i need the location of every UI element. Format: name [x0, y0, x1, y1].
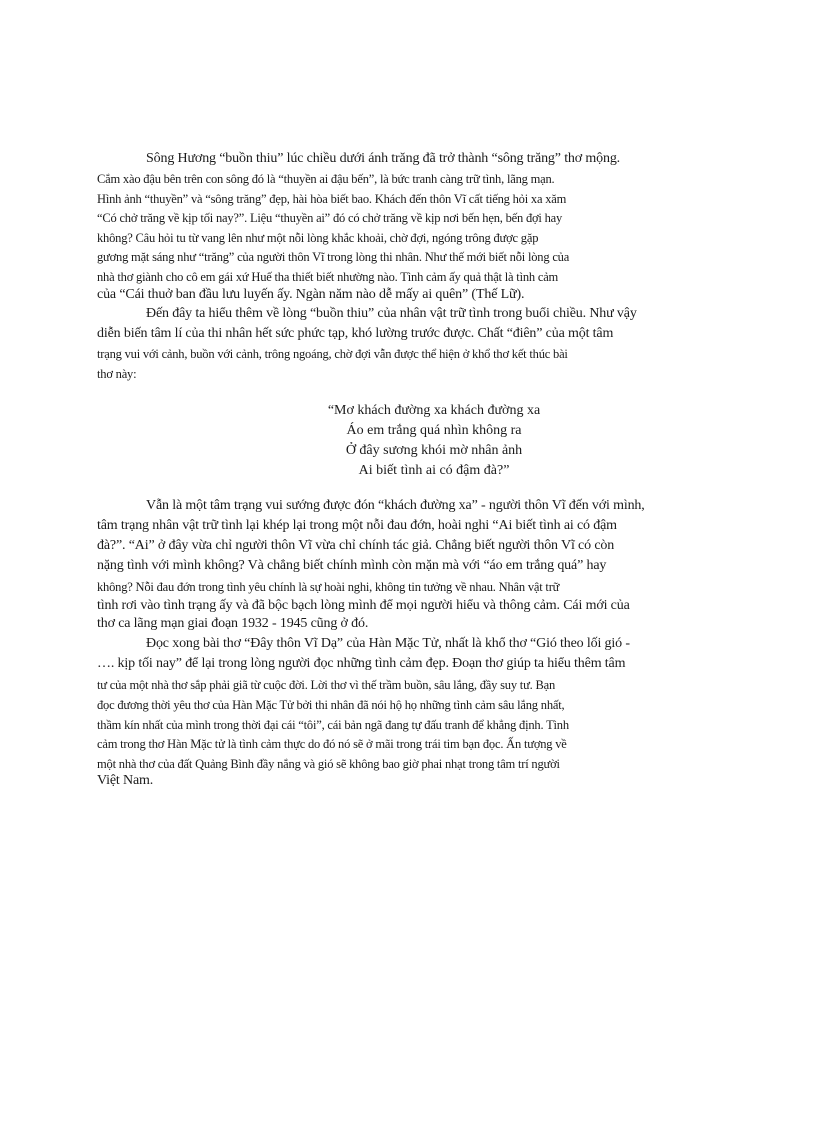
paragraph-line: một nhà thơ của đất Quảng Bình đầy nắng và gió sẽ không bao giờ phai nhạt trong tâm trí người: [97, 757, 560, 771]
paragraph-line: diễn biến tâm lí của thi nhân hết sức phức tạp, khó lường trước được. Chất “điên” của một tâm: [97, 326, 614, 341]
paragraph-line: Đọc xong bài thơ “Đây thôn Vĩ Dạ” của Hàn Mặc Tử, nhất là khổ thơ “Gió theo lối gió -: [146, 636, 630, 651]
paragraph-line: của “Cái thuở ban đầu lưu luyến ấy. Ngàn năm nào dễ mấy ai quên” (Thế Lữ).: [97, 287, 525, 302]
paragraph-line: tình rơi vào tình trạng ấy và đã bộc bạch lòng mình để mọi người hiểu và thông cảm. Cái mới của: [97, 598, 630, 613]
poem-line: Áo em trắng quá nhìn không ra: [346, 423, 522, 438]
poem-line: Ở đây sương khói mờ nhân ảnh: [345, 443, 523, 458]
paragraph-line: thầm kín nhất của mình trong thời đại cái “tôi”, cái bản ngã đang tự đấu tranh để khẳng định. Tình: [97, 718, 569, 732]
paragraph-line: gương mặt sáng như “trăng” của người thôn Vĩ trong lòng thi nhân. Như thế mới biết nỗi lòng của: [97, 250, 570, 264]
poem-line: “Mơ khách đường xa khách đường xa: [327, 403, 541, 418]
paragraph-line: Cắm xào đậu bên trên con sông đó là “thuyền ai đậu bến”, là bức tranh càng trữ tình, lãng mạn.: [97, 172, 555, 186]
paragraph-line: nặng tình với mình không? Và chẳng biết chính mình còn mặn mà với “áo em trắng quá” hay: [97, 558, 607, 573]
paragraph-line: nhà thơ giành cho cô em gái xứ Huế tha thiết biết nhường nào. Tình cảm ấy quả thật là tình cảm: [97, 270, 559, 284]
paragraph-line: không? Câu hỏi tu từ vang lên như một nỗi lòng khắc khoải, chờ đợi, ngóng trông được gặp: [97, 231, 539, 245]
paragraph-line: đà?”. “Ai” ở đây vừa chỉ người thôn Vĩ vừa chỉ chính tác giả. Chẳng biết người thôn Vĩ có còn: [97, 538, 615, 553]
paragraph-line: trạng vui với cảnh, buồn với cảnh, trông ngoáng, chờ đợi vẫn được thể hiện ở khổ thơ kết thúc bài: [97, 347, 568, 361]
paragraph-line: thơ này:: [97, 367, 137, 381]
paragraph-line: …. kịp tối nay” để lại trong lòng người đọc những tình cảm đẹp. Đoạn thơ giúp ta hiểu thêm tâm: [97, 656, 626, 671]
paragraph-line: tư của một nhà thơ sắp phải giã từ cuộc đời. Lời thơ vì thế trầm buồn, sâu lắng, đầy suy tư. Bạn: [97, 678, 556, 692]
poem-line: Ai biết tình ai có đậm đà?”: [358, 463, 510, 478]
paragraph-line: tâm trạng nhân vật trữ tình lại khép lại trong một nỗi đau đớn, hoài nghi “Ai biết tình ai có đậm: [97, 518, 617, 533]
paragraph-line: Đến đây ta hiểu thêm về lòng “buồn thiu” của nhân vật trữ tình trong buổi chiều. Như vậy: [146, 306, 637, 321]
paragraph-line: Hình ảnh “thuyền” và “sông trăng” đẹp, hài hòa biết bao. Khách đến thôn Vĩ cất tiếng hỏi xa xăm: [97, 192, 567, 206]
paragraph-line: Sông Hương “buồn thiu” lúc chiều dưới ánh trăng đã trở thành “sông trăng” thơ mộng.: [146, 151, 621, 166]
paragraph-line: Vẫn là một tâm trạng vui sướng được đón “khách đường xa” - người thôn Vĩ đến với mình,: [146, 498, 645, 513]
paragraph-line: thơ ca lãng mạn giai đoạn 1932 - 1945 cũng ở đó.: [97, 616, 369, 631]
paragraph-line: không? Nỗi đau đớn trong tình yêu chính là sự hoài nghi, không tin tưởng về nhau. Nhân vật trữ: [97, 580, 560, 594]
paragraph-line: cảm trong thơ Hàn Mặc tử là tình cảm thực do đó nó sẽ ở mãi trong trái tim bạn đọc. Ấn tượng về: [97, 737, 567, 751]
paragraph-line: Việt Nam.: [97, 773, 154, 788]
paragraph-line: “Có chở trăng về kịp tối nay?”. Liệu “thuyền ai” đó có chở trăng về kịp nơi bến hẹn, bến đợi hay: [97, 211, 563, 225]
paragraph-line: đọc đương thời yêu thơ của Hàn Mặc Tử bởi thi nhân đã nói hộ họ những tình cảm sâu lắng nhất,: [97, 698, 565, 712]
